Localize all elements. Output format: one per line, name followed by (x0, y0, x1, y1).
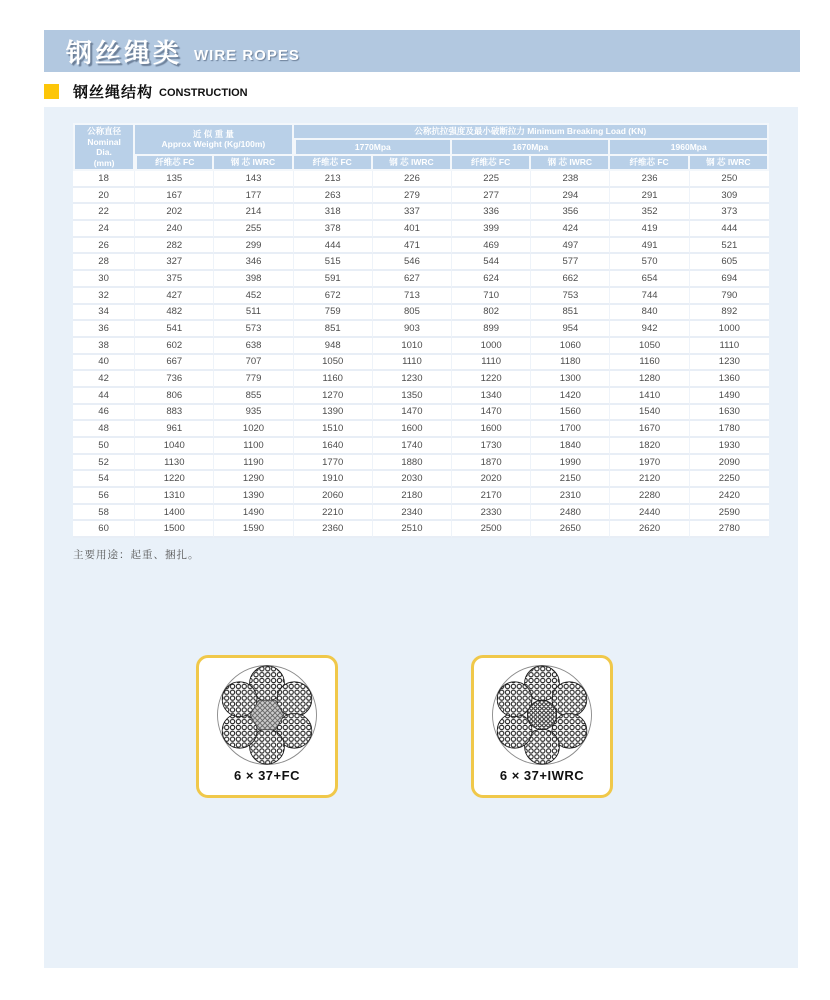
cell-value: 1270 (294, 388, 373, 405)
cell-value: 544 (452, 254, 531, 271)
cell-value: 491 (610, 238, 689, 255)
cell-value: 1640 (294, 438, 373, 455)
cell-value: 573 (214, 321, 293, 338)
table-row (73, 438, 769, 455)
cell-value: 744 (610, 288, 689, 305)
dia-header-en2: Dia. (96, 147, 112, 157)
cell-value: 1290 (214, 471, 293, 488)
cell-value: 1600 (452, 421, 531, 438)
cell-value: 2020 (452, 471, 531, 488)
cell-value: 226 (373, 171, 452, 188)
cell-value: 654 (610, 271, 689, 288)
cell-value: 1930 (690, 438, 769, 455)
diagram-card-fc (196, 655, 338, 798)
cell-diameter: 38 (73, 338, 135, 355)
cell-diameter: 54 (73, 471, 135, 488)
cell-value: 1160 (610, 355, 689, 372)
cell-value: 1590 (214, 521, 293, 538)
table-row (73, 471, 769, 488)
cell-value: 935 (214, 405, 293, 422)
cell-value: 511 (214, 305, 293, 322)
cell-value: 954 (531, 321, 610, 338)
table-row (73, 305, 769, 322)
cell-value: 892 (690, 305, 769, 322)
cell-value: 1560 (531, 405, 610, 422)
cell-value: 759 (294, 305, 373, 322)
cell-value: 1050 (294, 355, 373, 372)
cell-value: 378 (294, 221, 373, 238)
cell-diameter: 56 (73, 488, 135, 505)
cell-value: 401 (373, 221, 452, 238)
cell-value: 624 (452, 271, 531, 288)
cell-value: 899 (452, 321, 531, 338)
cell-value: 546 (373, 254, 452, 271)
cell-value: 1000 (452, 338, 531, 355)
cell-value: 294 (531, 188, 610, 205)
cell-value: 398 (214, 271, 293, 288)
cell-value: 424 (531, 221, 610, 238)
cell-value: 291 (610, 188, 689, 205)
col-header-iwrc: 钢 芯 IWRC (214, 156, 293, 171)
cell-value: 1490 (214, 505, 293, 522)
cell-value: 1770 (294, 455, 373, 472)
col-header-fc: 纤维芯 FC (452, 156, 531, 171)
cell-value: 337 (373, 204, 452, 221)
cell-value: 2170 (452, 488, 531, 505)
cell-value: 482 (135, 305, 214, 322)
cell-value: 1510 (294, 421, 373, 438)
table-row (73, 388, 769, 405)
construction-table (73, 123, 769, 538)
cell-value: 1880 (373, 455, 452, 472)
table-row (73, 321, 769, 338)
cell-value: 736 (135, 371, 214, 388)
cell-value: 605 (690, 254, 769, 271)
cell-value: 356 (531, 204, 610, 221)
cell-value: 1700 (531, 421, 610, 438)
cell-diameter: 48 (73, 421, 135, 438)
cell-value: 1630 (690, 405, 769, 422)
cell-value: 1220 (135, 471, 214, 488)
cell-value: 135 (135, 171, 214, 188)
cell-value: 2060 (294, 488, 373, 505)
cell-value: 521 (690, 238, 769, 255)
cell-value: 1060 (531, 338, 610, 355)
cell-value: 236 (610, 171, 689, 188)
cell-value: 1220 (452, 371, 531, 388)
col-header-fc: 纤维芯 FC (610, 156, 689, 171)
cell-value: 375 (135, 271, 214, 288)
cell-value: 948 (294, 338, 373, 355)
cell-value: 238 (531, 171, 610, 188)
cell-diameter: 42 (73, 371, 135, 388)
col-header-fc: 纤维芯 FC (135, 156, 214, 171)
cell-value: 2420 (690, 488, 769, 505)
cell-value: 577 (531, 254, 610, 271)
cell-diameter: 28 (73, 254, 135, 271)
table-row (73, 521, 769, 538)
cell-value: 961 (135, 421, 214, 438)
cell-value: 444 (294, 238, 373, 255)
cell-value: 805 (373, 305, 452, 322)
cell-value: 1390 (214, 488, 293, 505)
cell-value: 255 (214, 221, 293, 238)
col-header-weight (135, 123, 293, 156)
cell-value: 1870 (452, 455, 531, 472)
cell-value: 2340 (373, 505, 452, 522)
cell-value: 1360 (690, 371, 769, 388)
cell-value: 282 (135, 238, 214, 255)
cell-value: 1110 (690, 338, 769, 355)
cell-value: 1180 (531, 355, 610, 372)
cell-value: 1670 (610, 421, 689, 438)
table-row (73, 188, 769, 205)
cell-value: 790 (690, 288, 769, 305)
cell-value: 469 (452, 238, 531, 255)
cell-diameter: 40 (73, 355, 135, 372)
section-heading (44, 81, 248, 102)
cell-value: 779 (214, 371, 293, 388)
cell-value: 419 (610, 221, 689, 238)
cell-value: 299 (214, 238, 293, 255)
col-header-iwrc: 钢 芯 IWRC (373, 156, 452, 171)
cell-value: 263 (294, 188, 373, 205)
table-row (73, 421, 769, 438)
dia-header-en1: Nominal (87, 136, 121, 147)
cell-value: 1350 (373, 388, 452, 405)
cell-value: 1280 (610, 371, 689, 388)
cell-value: 1190 (214, 455, 293, 472)
cell-diameter: 44 (73, 388, 135, 405)
cell-value: 1410 (610, 388, 689, 405)
col-header-grade-1670: 1670Mpa (452, 140, 610, 155)
cell-value: 2590 (690, 505, 769, 522)
cell-value: 2120 (610, 471, 689, 488)
cell-value: 855 (214, 388, 293, 405)
cell-value: 753 (531, 288, 610, 305)
cell-value: 602 (135, 338, 214, 355)
cell-value: 694 (690, 271, 769, 288)
cell-diameter: 60 (73, 521, 135, 538)
cell-value: 2280 (610, 488, 689, 505)
cell-value: 806 (135, 388, 214, 405)
cell-value: 452 (214, 288, 293, 305)
cell-value: 1400 (135, 505, 214, 522)
cell-diameter: 30 (73, 271, 135, 288)
col-header-iwrc: 钢 芯 IWRC (531, 156, 610, 171)
table-row (73, 355, 769, 372)
cell-value: 240 (135, 221, 214, 238)
cell-value: 840 (610, 305, 689, 322)
usage-note: 主要用途：起重、捆扎。 (73, 549, 200, 562)
table-row (73, 505, 769, 522)
cell-value: 2510 (373, 521, 452, 538)
cell-value: 1490 (690, 388, 769, 405)
dia-header-zh: 公称直径 (87, 126, 122, 136)
cell-value: 427 (135, 288, 214, 305)
banner-title-zh: 钢丝绳类 (66, 37, 183, 68)
cell-value: 1100 (214, 438, 293, 455)
cell-value: 1230 (690, 355, 769, 372)
table-row (73, 271, 769, 288)
cell-value: 591 (294, 271, 373, 288)
banner-title-en: WIRE ROPES (194, 46, 300, 64)
cell-diameter: 18 (73, 171, 135, 188)
cell-value: 177 (214, 188, 293, 205)
cell-value: 1970 (610, 455, 689, 472)
cell-value: 336 (452, 204, 531, 221)
cell-value: 1470 (373, 405, 452, 422)
cell-value: 279 (373, 188, 452, 205)
cell-value: 250 (690, 171, 769, 188)
table-row (73, 254, 769, 271)
cell-value: 1780 (690, 421, 769, 438)
table-body (73, 171, 769, 538)
cell-value: 327 (135, 254, 214, 271)
cell-value: 309 (690, 188, 769, 205)
cell-value: 2440 (610, 505, 689, 522)
cell-value: 2250 (690, 471, 769, 488)
cell-value: 214 (214, 204, 293, 221)
cell-diameter: 46 (73, 405, 135, 422)
col-header-grade-1960: 1960Mpa (610, 140, 769, 155)
cell-value: 1840 (531, 438, 610, 455)
cell-value: 515 (294, 254, 373, 271)
table-row (73, 371, 769, 388)
yellow-bullet-icon (44, 84, 59, 99)
cell-value: 318 (294, 204, 373, 221)
cell-value: 1230 (373, 371, 452, 388)
col-header-diameter (73, 123, 135, 171)
cell-value: 802 (452, 305, 531, 322)
cell-diameter: 34 (73, 305, 135, 322)
cell-value: 1990 (531, 455, 610, 472)
cell-value: 1050 (610, 338, 689, 355)
section-title-zh: 钢丝绳结构 (73, 84, 154, 101)
cell-value: 713 (373, 288, 452, 305)
cell-value: 2500 (452, 521, 531, 538)
cell-value: 627 (373, 271, 452, 288)
cell-value: 570 (610, 254, 689, 271)
cell-value: 2180 (373, 488, 452, 505)
cell-value: 1470 (452, 405, 531, 422)
cell-value: 2780 (690, 521, 769, 538)
cell-value: 352 (610, 204, 689, 221)
table-row (73, 204, 769, 221)
cell-value: 851 (294, 321, 373, 338)
cell-value: 2310 (531, 488, 610, 505)
cell-value: 2360 (294, 521, 373, 538)
cell-value: 942 (610, 321, 689, 338)
cell-value: 1040 (135, 438, 214, 455)
cell-value: 143 (214, 171, 293, 188)
cell-value: 2030 (373, 471, 452, 488)
diagram-label-fc: 6 × 37+FC (234, 768, 300, 783)
cell-value: 213 (294, 171, 373, 188)
cell-value: 1420 (531, 388, 610, 405)
cell-diameter: 20 (73, 188, 135, 205)
cell-value: 903 (373, 321, 452, 338)
cell-value: 346 (214, 254, 293, 271)
cell-value: 883 (135, 405, 214, 422)
cell-value: 1000 (690, 321, 769, 338)
cell-value: 1910 (294, 471, 373, 488)
diagram-label-iwrc: 6 × 37+IWRC (499, 768, 585, 783)
dia-header-unit: (mm) (93, 157, 115, 168)
cell-value: 399 (452, 221, 531, 238)
cell-diameter: 50 (73, 438, 135, 455)
cell-value: 2620 (610, 521, 689, 538)
section-title-en: CONSTRUCTION (159, 87, 248, 99)
cell-value: 1740 (373, 438, 452, 455)
cell-value: 1010 (373, 338, 452, 355)
cell-value: 638 (214, 338, 293, 355)
cell-diameter: 24 (73, 221, 135, 238)
cell-value: 277 (452, 188, 531, 205)
cell-value: 1500 (135, 521, 214, 538)
cell-value: 667 (135, 355, 214, 372)
cell-value: 1820 (610, 438, 689, 455)
cell-value: 2150 (531, 471, 610, 488)
cell-diameter: 52 (73, 455, 135, 472)
cell-value: 1160 (294, 371, 373, 388)
cell-value: 1110 (452, 355, 531, 372)
cell-value: 2210 (294, 505, 373, 522)
col-header-grade-1770: 1770Mpa (294, 140, 452, 155)
cell-diameter: 36 (73, 321, 135, 338)
content-panel (44, 107, 798, 968)
cell-value: 710 (452, 288, 531, 305)
col-header-breaking-load: 公称抗拉强度及最小破断拉力 Minimum Breaking Load (KN) (294, 123, 769, 140)
cell-value: 1390 (294, 405, 373, 422)
cell-value: 541 (135, 321, 214, 338)
cell-value: 225 (452, 171, 531, 188)
cell-value: 1340 (452, 388, 531, 405)
table-row (73, 288, 769, 305)
cell-value: 471 (373, 238, 452, 255)
cell-value: 1130 (135, 455, 214, 472)
table-row (73, 338, 769, 355)
col-header-fc: 纤维芯 FC (294, 156, 373, 171)
col-header-iwrc: 钢 芯 IWRC (690, 156, 769, 171)
table-row (73, 238, 769, 255)
cell-value: 1110 (373, 355, 452, 372)
cell-value: 1730 (452, 438, 531, 455)
cell-value: 707 (214, 355, 293, 372)
cell-diameter: 22 (73, 204, 135, 221)
cell-value: 167 (135, 188, 214, 205)
cell-value: 851 (531, 305, 610, 322)
cell-diameter: 58 (73, 505, 135, 522)
cell-value: 1600 (373, 421, 452, 438)
weight-header-zh: 近 似 重 量 (192, 128, 234, 139)
cell-diameter: 32 (73, 288, 135, 305)
cell-value: 672 (294, 288, 373, 305)
table-row (73, 405, 769, 422)
cell-value: 1310 (135, 488, 214, 505)
cell-value: 1020 (214, 421, 293, 438)
cell-value: 373 (690, 204, 769, 221)
cell-value: 497 (531, 238, 610, 255)
cell-value: 444 (690, 221, 769, 238)
cell-value: 2330 (452, 505, 531, 522)
table-row (73, 221, 769, 238)
table-row (73, 455, 769, 472)
rope-cross-section-iwrc-image (487, 660, 597, 770)
weight-header-en: Approx Weight (Kg/100m) (161, 139, 266, 150)
cell-value: 2650 (531, 521, 610, 538)
cell-value: 2090 (690, 455, 769, 472)
table-row (73, 171, 769, 188)
cell-value: 662 (531, 271, 610, 288)
cell-value: 202 (135, 204, 214, 221)
rope-cross-section-fc-image (212, 660, 322, 770)
cell-value: 1300 (531, 371, 610, 388)
diagram-card-iwrc (471, 655, 613, 798)
table-row (73, 488, 769, 505)
page-banner (44, 30, 800, 72)
cell-diameter: 26 (73, 238, 135, 255)
cell-value: 2480 (531, 505, 610, 522)
cell-value: 1540 (610, 405, 689, 422)
